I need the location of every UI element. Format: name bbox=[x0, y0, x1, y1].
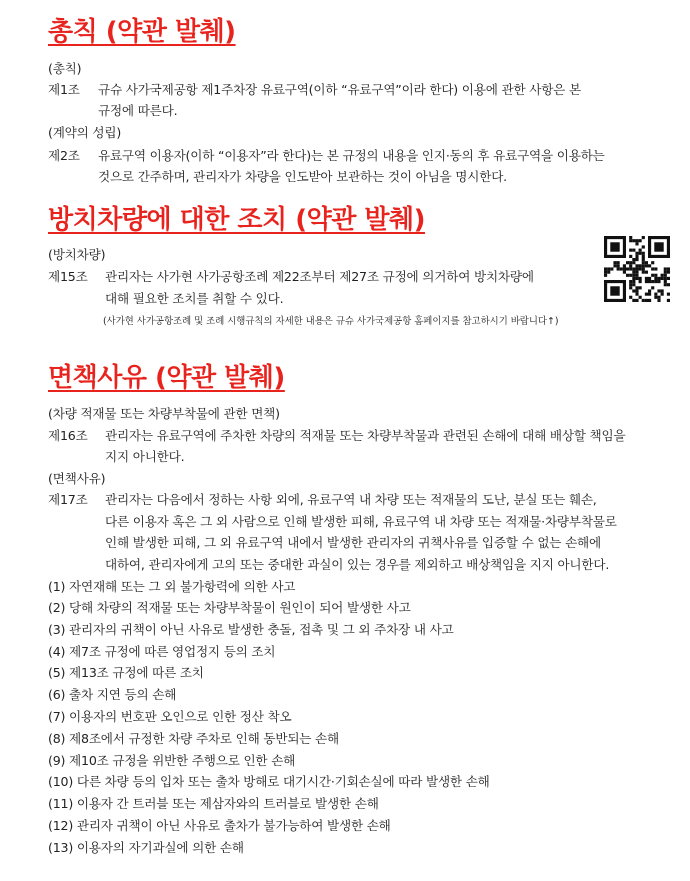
subheading-exemption: (면책사유) bbox=[48, 471, 106, 486]
article-number: 제16조 bbox=[48, 428, 88, 443]
article-text: 대하여, 관리자에게 고의 또는 중대한 과실이 있는 경우를 제외하고 배상책임을 지지 아니한다. bbox=[105, 557, 610, 572]
list-item: (8) 제8조에서 규정한 차량 주차로 인해 동반되는 손해 bbox=[48, 731, 339, 746]
section-title-exemption: 면책사유 (약관 발췌) bbox=[48, 363, 285, 393]
list-item: (6) 출차 지연 등의 손해 bbox=[48, 687, 177, 702]
article-number: 제2조 bbox=[48, 148, 80, 163]
article-text: 것으로 간주하며, 관리자가 차량을 인도받아 보관하는 것이 아님을 명시한다. bbox=[98, 169, 507, 184]
article-number: 제17조 bbox=[48, 492, 88, 507]
list-item: (3) 관리자의 귀책이 아닌 사유로 발생한 충돌, 접촉 및 그 외 주차장 내 사고 bbox=[48, 622, 454, 637]
article-text: 인해 발생한 피해, 그 외 유료구역 내에서 발생한 관리자의 귀책사유를 입증할 수 없는 손해에 bbox=[105, 535, 601, 550]
article-text: 관리자는 사가현 사가공항조례 제22조부터 제27조 규정에 의거하여 방치차량에 bbox=[105, 269, 534, 284]
list-item: (10) 다른 차량 등의 입차 또는 출차 방해로 대기시간·기회손실에 따라 발생한 손해 bbox=[48, 774, 490, 789]
article-number: 제15조 bbox=[48, 269, 88, 284]
list-item: (13) 이용자의 자기과실에 의한 손해 bbox=[48, 840, 244, 855]
article-text: 관리자는 유료구역에 주차한 차량의 적재물 또는 차량부착물과 관련된 손해에 대해 배상할 책임을 bbox=[105, 428, 626, 443]
subheading-cargo: (차량 적재물 또는 차량부착물에 관한 면책) bbox=[48, 406, 280, 421]
section-title-general: 총칙 (약관 발췌) bbox=[48, 17, 236, 47]
list-item: (11) 이용자 간 트러블 또는 제삼자와의 트러블로 발생한 손해 bbox=[48, 796, 379, 811]
article-text: 유료구역 이용자(이하 “이용자”라 한다)는 본 규정의 내용을 인지·동의 후 유료구역을 이용하는 bbox=[98, 148, 605, 163]
subheading-contract: (계약의 성립) bbox=[48, 125, 122, 140]
subheading-general: (총칙) bbox=[48, 61, 82, 76]
subheading-abandoned: (방치차량) bbox=[48, 247, 106, 262]
article-text: 대해 필요한 조치를 취할 수 있다. bbox=[105, 291, 284, 306]
section-title-abandoned: 방치차량에 대한 조치 (약관 발췌) bbox=[48, 205, 425, 235]
article-text: 관리자는 다음에서 정하는 사항 외에, 유료구역 내 차량 또는 적재물의 도난, 분실 또는 훼손, bbox=[105, 492, 597, 507]
list-item: (12) 관리자 귀책이 아닌 사유로 출차가 불가능하여 발생한 손해 bbox=[48, 818, 391, 833]
qr-code-icon[interactable] bbox=[604, 236, 670, 302]
article-text: 규정에 따른다. bbox=[98, 103, 178, 118]
list-item: (2) 당해 차량의 적재물 또는 차량부착물이 원인이 되어 발생한 사고 bbox=[48, 600, 411, 615]
list-item: (5) 제13조 규정에 따른 조치 bbox=[48, 665, 204, 680]
list-item: (4) 제7조 규정에 따른 영업정지 등의 조치 bbox=[48, 644, 276, 659]
article-text: 다른 이용자 혹은 그 외 사람으로 인해 발생한 피해, 유료구역 내 차량 또는 적재물·차량부착물로 bbox=[105, 514, 617, 529]
article-text: 규슈 사가국제공항 제1주차장 유료구역(이하 “유료구역”이라 한다) 이용에 관한 사항은 본 bbox=[98, 82, 581, 97]
list-item: (1) 자연재해 또는 그 외 불가항력에 의한 사고 bbox=[48, 579, 296, 594]
article-number: 제1조 bbox=[48, 82, 80, 97]
article-text: 지지 아니한다. bbox=[105, 449, 185, 464]
list-item: (9) 제10조 규정을 위반한 주행으로 인한 손해 bbox=[48, 753, 296, 768]
list-item: (7) 이용자의 번호판 오인으로 인한 정산 착오 bbox=[48, 709, 292, 724]
reference-note: (사가현 사가공항조례 및 조례 시행규칙의 자세한 내용은 규슈 사가국제공항 홈페이지를 참고하시기 바랍니다↑) bbox=[103, 316, 559, 327]
